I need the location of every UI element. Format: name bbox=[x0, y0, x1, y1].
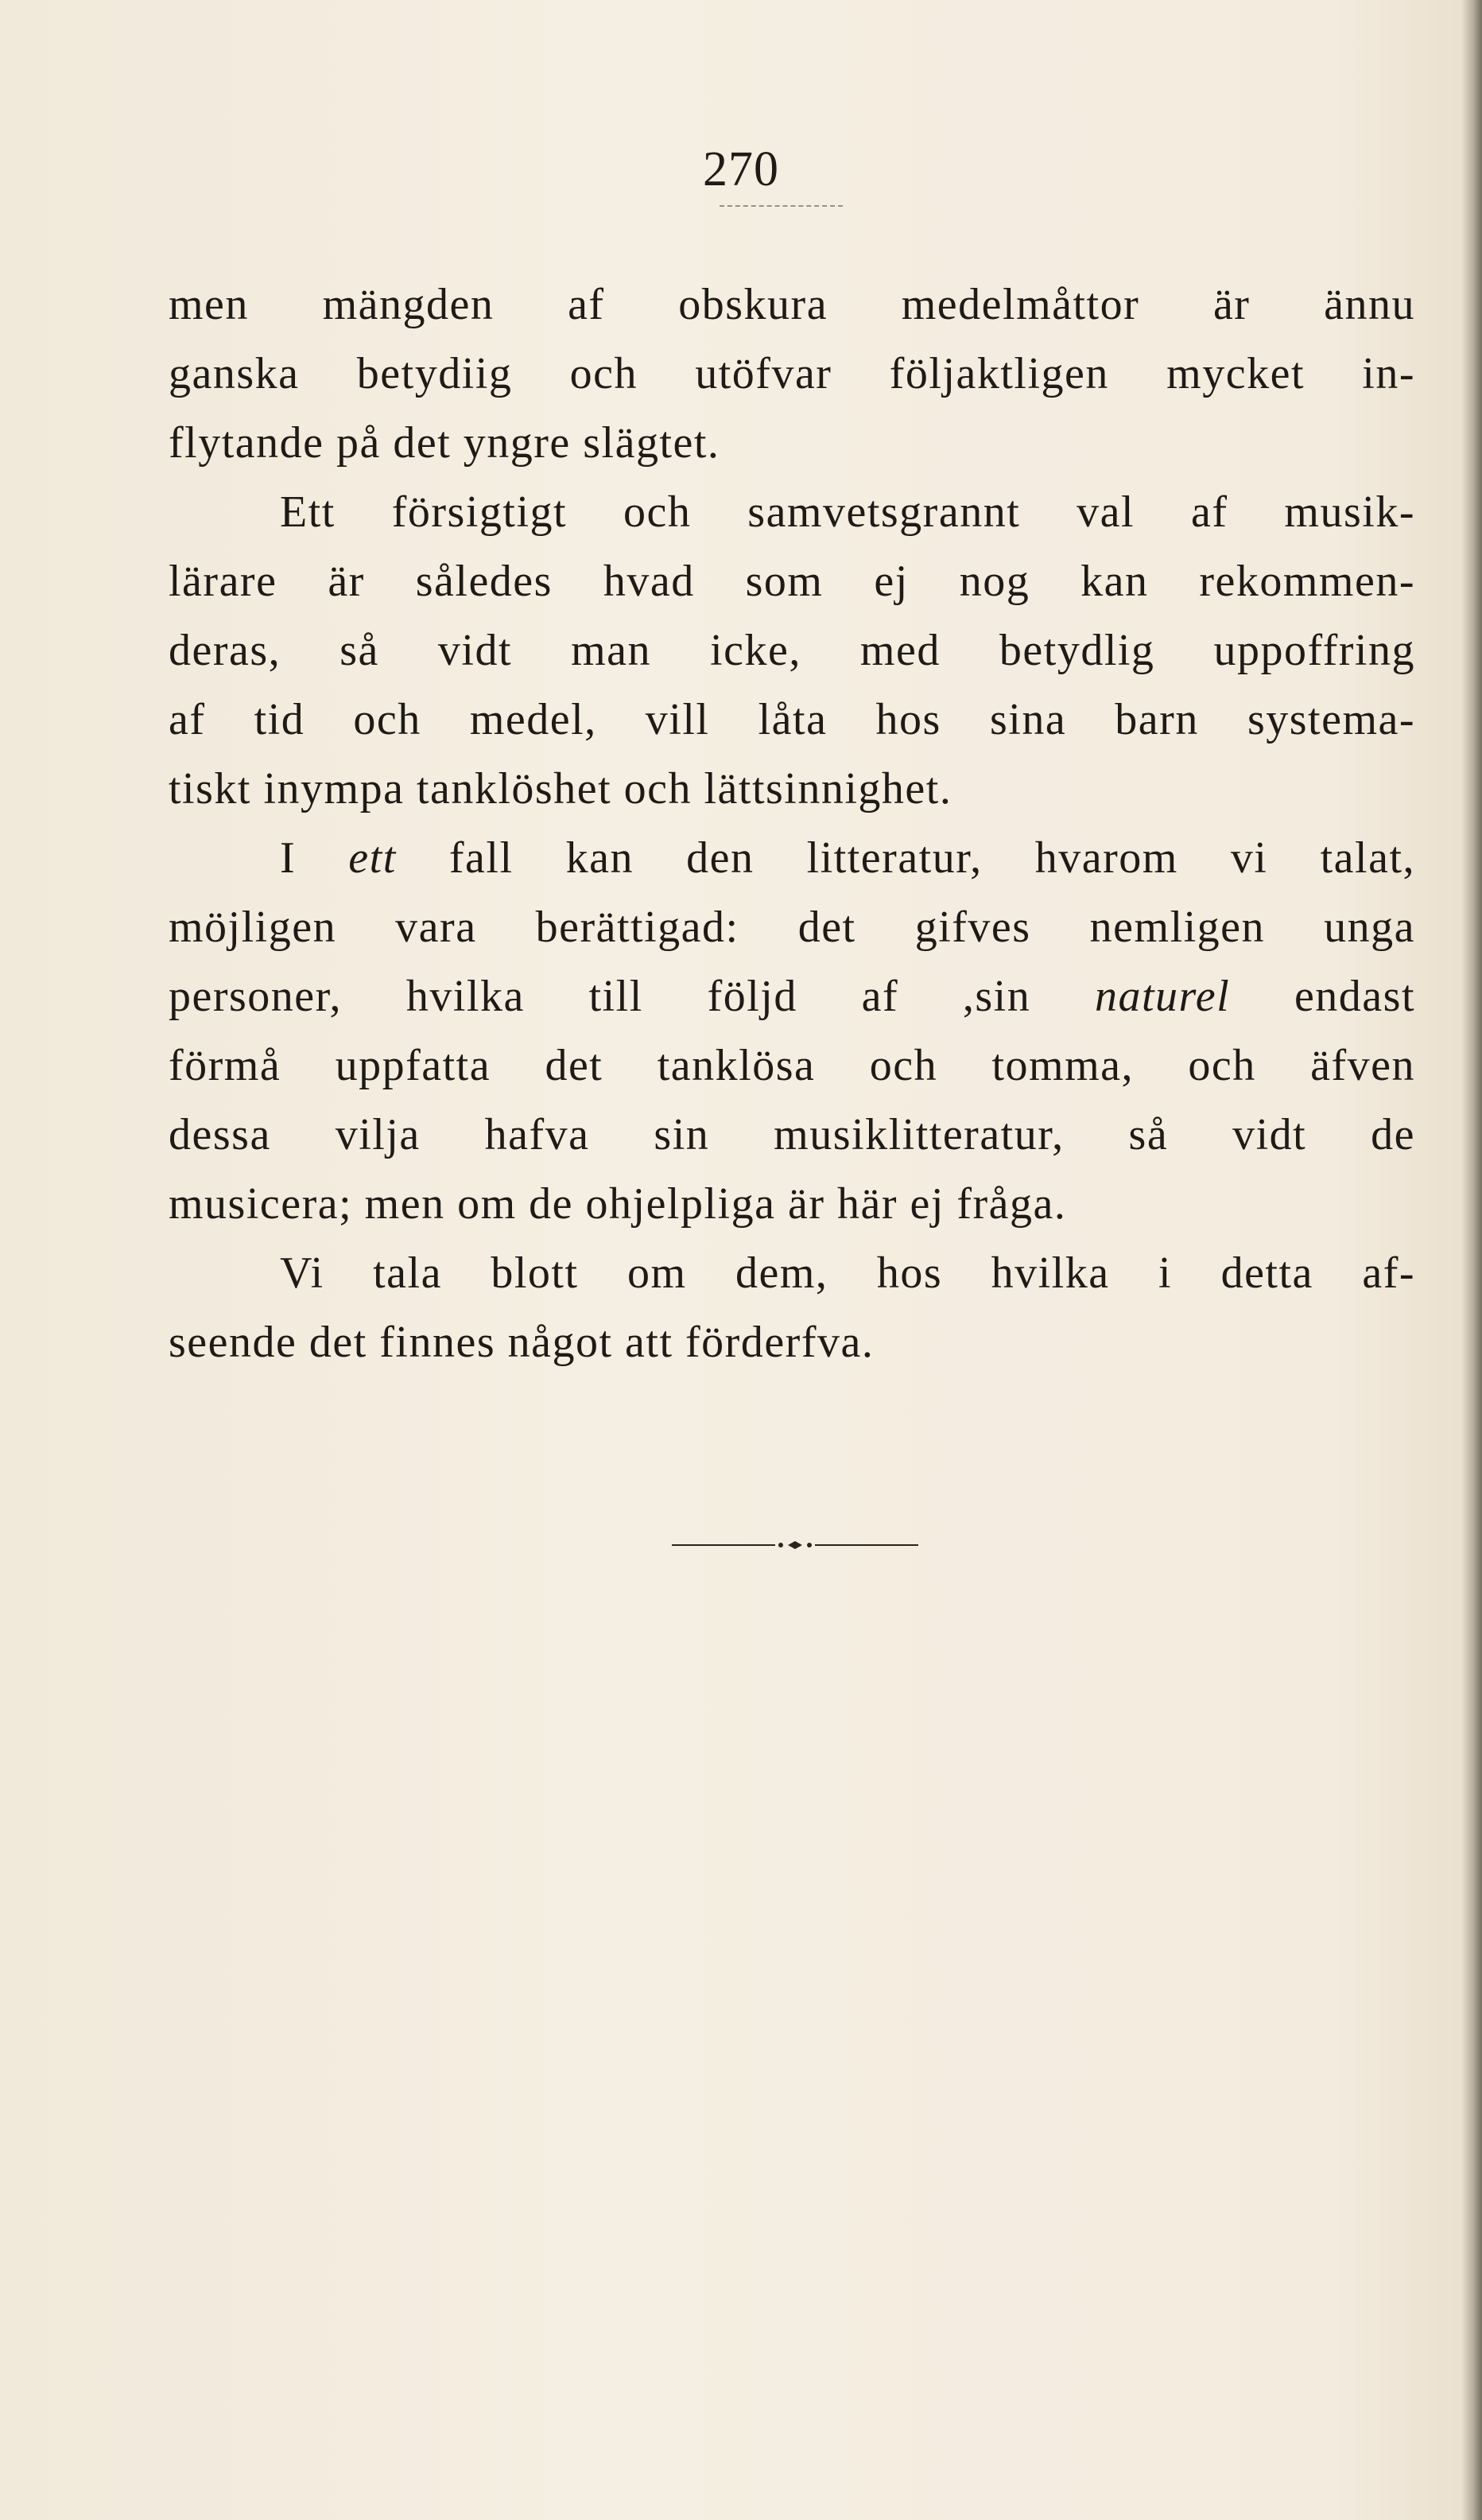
paragraph-start-line: Ett försigtigt och samvetsgrannt val af musik- bbox=[280, 487, 1415, 537]
text-line: dessa vilja hafva sin musiklitteratur, så vidt de bbox=[169, 1110, 1415, 1159]
text-line: musicera; men om de ohjelpliga är här ej fråga. bbox=[169, 1179, 1067, 1229]
paragraph-start-line bbox=[169, 824, 1415, 893]
text-line: seende det finnes något att förderfva. bbox=[169, 1318, 875, 1367]
text-line: möjligen vara berättigad: det gifves nemligen unga bbox=[169, 903, 1415, 952]
text-line: ganska betydiig och utöfvar följaktligen mycket in- bbox=[169, 349, 1415, 398]
italic-word: ett bbox=[348, 833, 397, 883]
body-text bbox=[169, 270, 1415, 1377]
text-line: men mängden af obskura medelmåttor är ännu bbox=[169, 280, 1415, 329]
page-number: 270 bbox=[703, 142, 779, 196]
text-line: af tid och medel, vill låta hos sina barn systema- bbox=[169, 695, 1415, 744]
ornament-dot bbox=[778, 1543, 783, 1547]
page-edge-shadow bbox=[1461, 0, 1482, 2520]
text-fragment: I bbox=[280, 833, 349, 883]
text-line: förmå uppfatta det tanklösa och tomma, och äfven bbox=[169, 1041, 1415, 1090]
text-line: deras, så vidt man icke, med betydlig uppoffring bbox=[169, 626, 1415, 675]
text-line: flytande på det yngre slägtet. bbox=[169, 418, 720, 468]
ornament-dot bbox=[807, 1543, 812, 1547]
ornament-diamond bbox=[788, 1541, 802, 1549]
text-fragment: fall kan den litteratur, hvarom vi talat, bbox=[396, 833, 1415, 883]
page-number-rule bbox=[720, 205, 843, 207]
paragraph-start-line: Vi tala blott om dem, hos hvilka i detta af- bbox=[280, 1248, 1415, 1298]
section-end-ornament bbox=[672, 1541, 918, 1549]
text-line bbox=[169, 962, 1415, 1031]
text-line: lärare är således hvad som ej nog kan rekommen- bbox=[169, 557, 1415, 606]
italic-word: naturel bbox=[1094, 972, 1231, 1021]
text-fragment: personer, hvilka till följd af ,sin bbox=[169, 972, 1095, 1021]
text-fragment: endast bbox=[1230, 972, 1415, 1021]
text-line: tiskt inympa tanklöshet och lättsinnighet. bbox=[169, 764, 952, 813]
